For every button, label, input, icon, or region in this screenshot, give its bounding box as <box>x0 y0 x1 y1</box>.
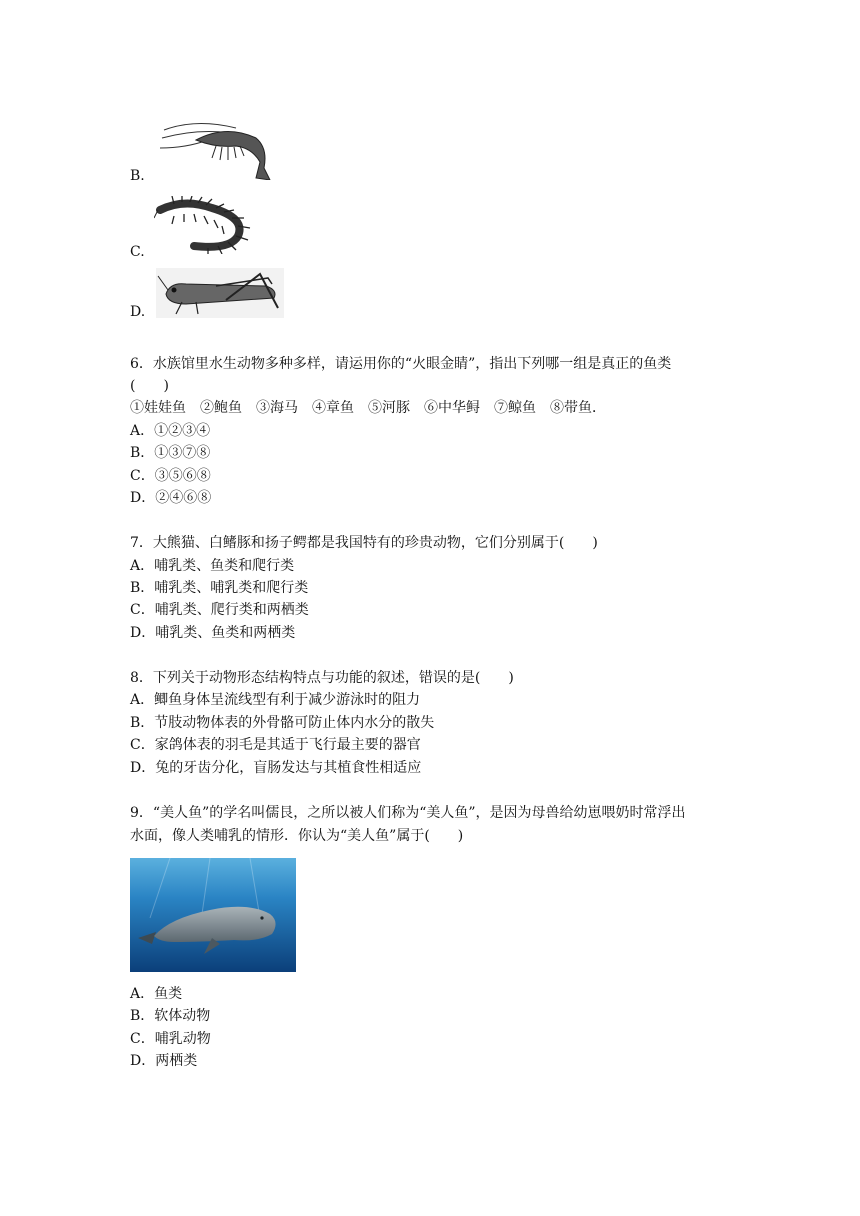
q9-option-d: D．两栖类 <box>130 1053 198 1069</box>
q6-option-b: B．①③⑦⑧ <box>130 445 211 461</box>
q5-option-d-label: D. <box>130 304 146 320</box>
centipede-icon <box>154 196 256 254</box>
q6-option-d: D．②④⑥⑧ <box>130 490 212 506</box>
q9-stem: 9．“美人鱼”的学名叫儒艮，之所以被人们称为“美人鱼”，是因为母兽给幼崽喂奶时常浮出 <box>130 805 686 821</box>
q6-stem: 6．水族馆里水生动物多种多样，请运用你的“火眼金睛”，指出下列哪一组是真正的鱼类 <box>130 356 672 372</box>
q9-option-b: B．软体动物 <box>130 1008 211 1024</box>
grasshopper-icon <box>156 268 284 318</box>
q7-option-d: D．哺乳类、鱼类和两栖类 <box>130 625 296 641</box>
shrimp-icon <box>156 118 272 180</box>
q7-stem: 7．大熊猫、白鳍豚和扬子鳄都是我国特有的珍贵动物，它们分别属于( ) <box>130 535 598 551</box>
q6-option-c: C．③⑤⑥⑧ <box>130 468 211 484</box>
q8-stem: 8．下列关于动物形态结构特点与功能的叙述，错误的是( ) <box>130 670 514 686</box>
q6-answer-bracket: ( ) <box>130 378 169 394</box>
q7-option-a: A．哺乳类、鱼类和爬行类 <box>130 558 295 574</box>
q9-stem-continued: 水面，像人类哺乳的情形．你认为“美人鱼”属于( ) <box>130 828 464 844</box>
q8-option-d: D．兔的牙齿分化，盲肠发达与其植食性相适应 <box>130 760 422 776</box>
dugong-photo <box>130 858 296 972</box>
q8-option-a: A．鲫鱼身体呈流线型有利于减少游泳时的阻力 <box>130 692 421 708</box>
q5-option-b-label: B. <box>130 168 145 184</box>
q8-option-b: B．节肢动物体表的外骨骼可防止体内水分的散失 <box>130 715 435 731</box>
q7-option-c: C．哺乳类、爬行类和两栖类 <box>130 602 309 618</box>
q5-option-c-label: C. <box>130 244 145 260</box>
q9-option-c: C．哺乳动物 <box>130 1031 211 1047</box>
q9-option-a: A．鱼类 <box>130 986 183 1002</box>
q8-option-c: C．家鸽体表的羽毛是其适于飞行最主要的器官 <box>130 737 421 753</box>
q6-option-a: A．①②③④ <box>130 423 211 439</box>
q7-option-b: B．哺乳类、哺乳类和爬行类 <box>130 580 309 596</box>
q6-items: ①娃娃鱼 ②鲍鱼 ③海马 ④章鱼 ⑤河豚 ⑥中华鲟 ⑦鲸鱼 ⑧带鱼． <box>130 400 606 416</box>
